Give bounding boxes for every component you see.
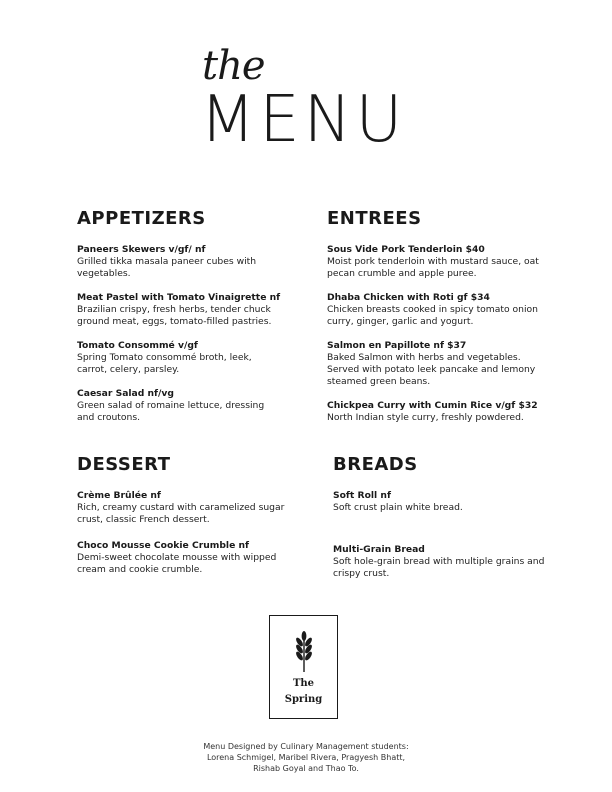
- menu-item: [327, 340, 567, 388]
- menu-item: [77, 388, 302, 424]
- menu-item-description: Spring Tomato consommé broth, leek, carrot, celery, parsley.: [77, 352, 252, 375]
- menu-item-description: Grilled tikka masala paneer cubes with vegetables.: [77, 256, 257, 279]
- menu-item-description: Soft crust plain white bread.: [333, 502, 463, 513]
- title-the: the: [202, 43, 265, 89]
- section-title-dessert: DESSERT: [77, 454, 171, 475]
- credits-line: Menu Designed by Culinary Management students:: [203, 742, 409, 751]
- menu-item: [327, 244, 567, 280]
- menu-item-description: Chicken breasts cooked in spicy tomato onion curry, ginger, garlic and yogurt.: [327, 304, 538, 327]
- wheat-icon: [293, 630, 315, 672]
- menu-item: [77, 540, 302, 576]
- section-title-entrees: ENTREES: [327, 208, 422, 229]
- menu-item: [327, 292, 567, 328]
- credits: [180, 741, 432, 774]
- menu-item-name: Chickpea Curry with Cumin Rice v/gf $32: [327, 400, 538, 411]
- menu-item-name: Soft Roll nf: [333, 490, 391, 501]
- menu-item: [333, 544, 563, 580]
- section-title-breads: BREADS: [333, 454, 418, 475]
- credits-line: Rishab Goyal and Thao To.: [253, 764, 359, 773]
- menu-item-description: Brazilian crispy, fresh herbs, tender chuck ground meat, eggs, tomato-filled pastries.: [77, 304, 272, 327]
- menu-item-description: Rich, creamy custard with caramelized sugar crust, classic French dessert.: [77, 502, 285, 525]
- menu-item-name: Dhaba Chicken with Roti gf $34: [327, 292, 490, 303]
- menu-item-name: Choco Mousse Cookie Crumble nf: [77, 540, 250, 551]
- menu-item: [77, 292, 302, 328]
- dessert-section: [77, 454, 302, 590]
- menu-item: [327, 400, 567, 424]
- menu-item: [77, 490, 302, 526]
- menu-item-name: Salmon en Papillote nf $37: [327, 340, 467, 351]
- menu-item-description: Demi-sweet chocolate mousse with wipped cream and cookie crumble.: [77, 552, 277, 575]
- menu-item-description: Soft hole-grain bread with multiple grains and crispy crust.: [333, 556, 545, 579]
- menu-item-description: Baked Salmon with herbs and vegetables. Served with potato leek pancake and lemony steamed green beans.: [327, 352, 536, 387]
- appetizers-section: [77, 208, 302, 436]
- credits-line: Lorena Schmigel, Maribel Rivera, Pragyesh Bhatt,: [206, 753, 406, 762]
- menu-item: [77, 340, 302, 376]
- menu-item-name: Paneers Skewers v/gf/ nf: [77, 244, 206, 255]
- menu-item: [77, 244, 302, 280]
- menu-item-name: Crème Brûlée nf: [77, 490, 161, 501]
- title-menu: MENU: [200, 83, 407, 157]
- logo-text-the: The: [292, 678, 315, 689]
- menu-item-name: Caesar Salad nf/vg: [77, 388, 174, 399]
- menu-item-name: Meat Pastel with Tomato Vinaigrette nf: [77, 292, 281, 303]
- menu-item: [333, 490, 563, 514]
- menu-item-name: Multi-Grain Bread: [333, 544, 425, 555]
- menu-item-name: Tomato Consommé v/gf: [77, 340, 198, 351]
- section-title-appetizers: APPETIZERS: [77, 208, 206, 229]
- menu-item-name: Sous Vide Pork Tenderloin $40: [327, 244, 485, 255]
- menu-item-description: Green salad of romaine lettuce, dressing and croutons.: [77, 400, 265, 423]
- entrees-section: [327, 208, 567, 436]
- menu-item-description: Moist pork tenderloin with mustard sauce, oat pecan crumble and apple puree.: [327, 256, 539, 279]
- the-spring-logo: [269, 615, 338, 719]
- logo-text-spring: Spring: [284, 694, 323, 705]
- menu-item-description: North Indian style curry, freshly powdered.: [327, 412, 524, 423]
- breads-section: [333, 454, 563, 610]
